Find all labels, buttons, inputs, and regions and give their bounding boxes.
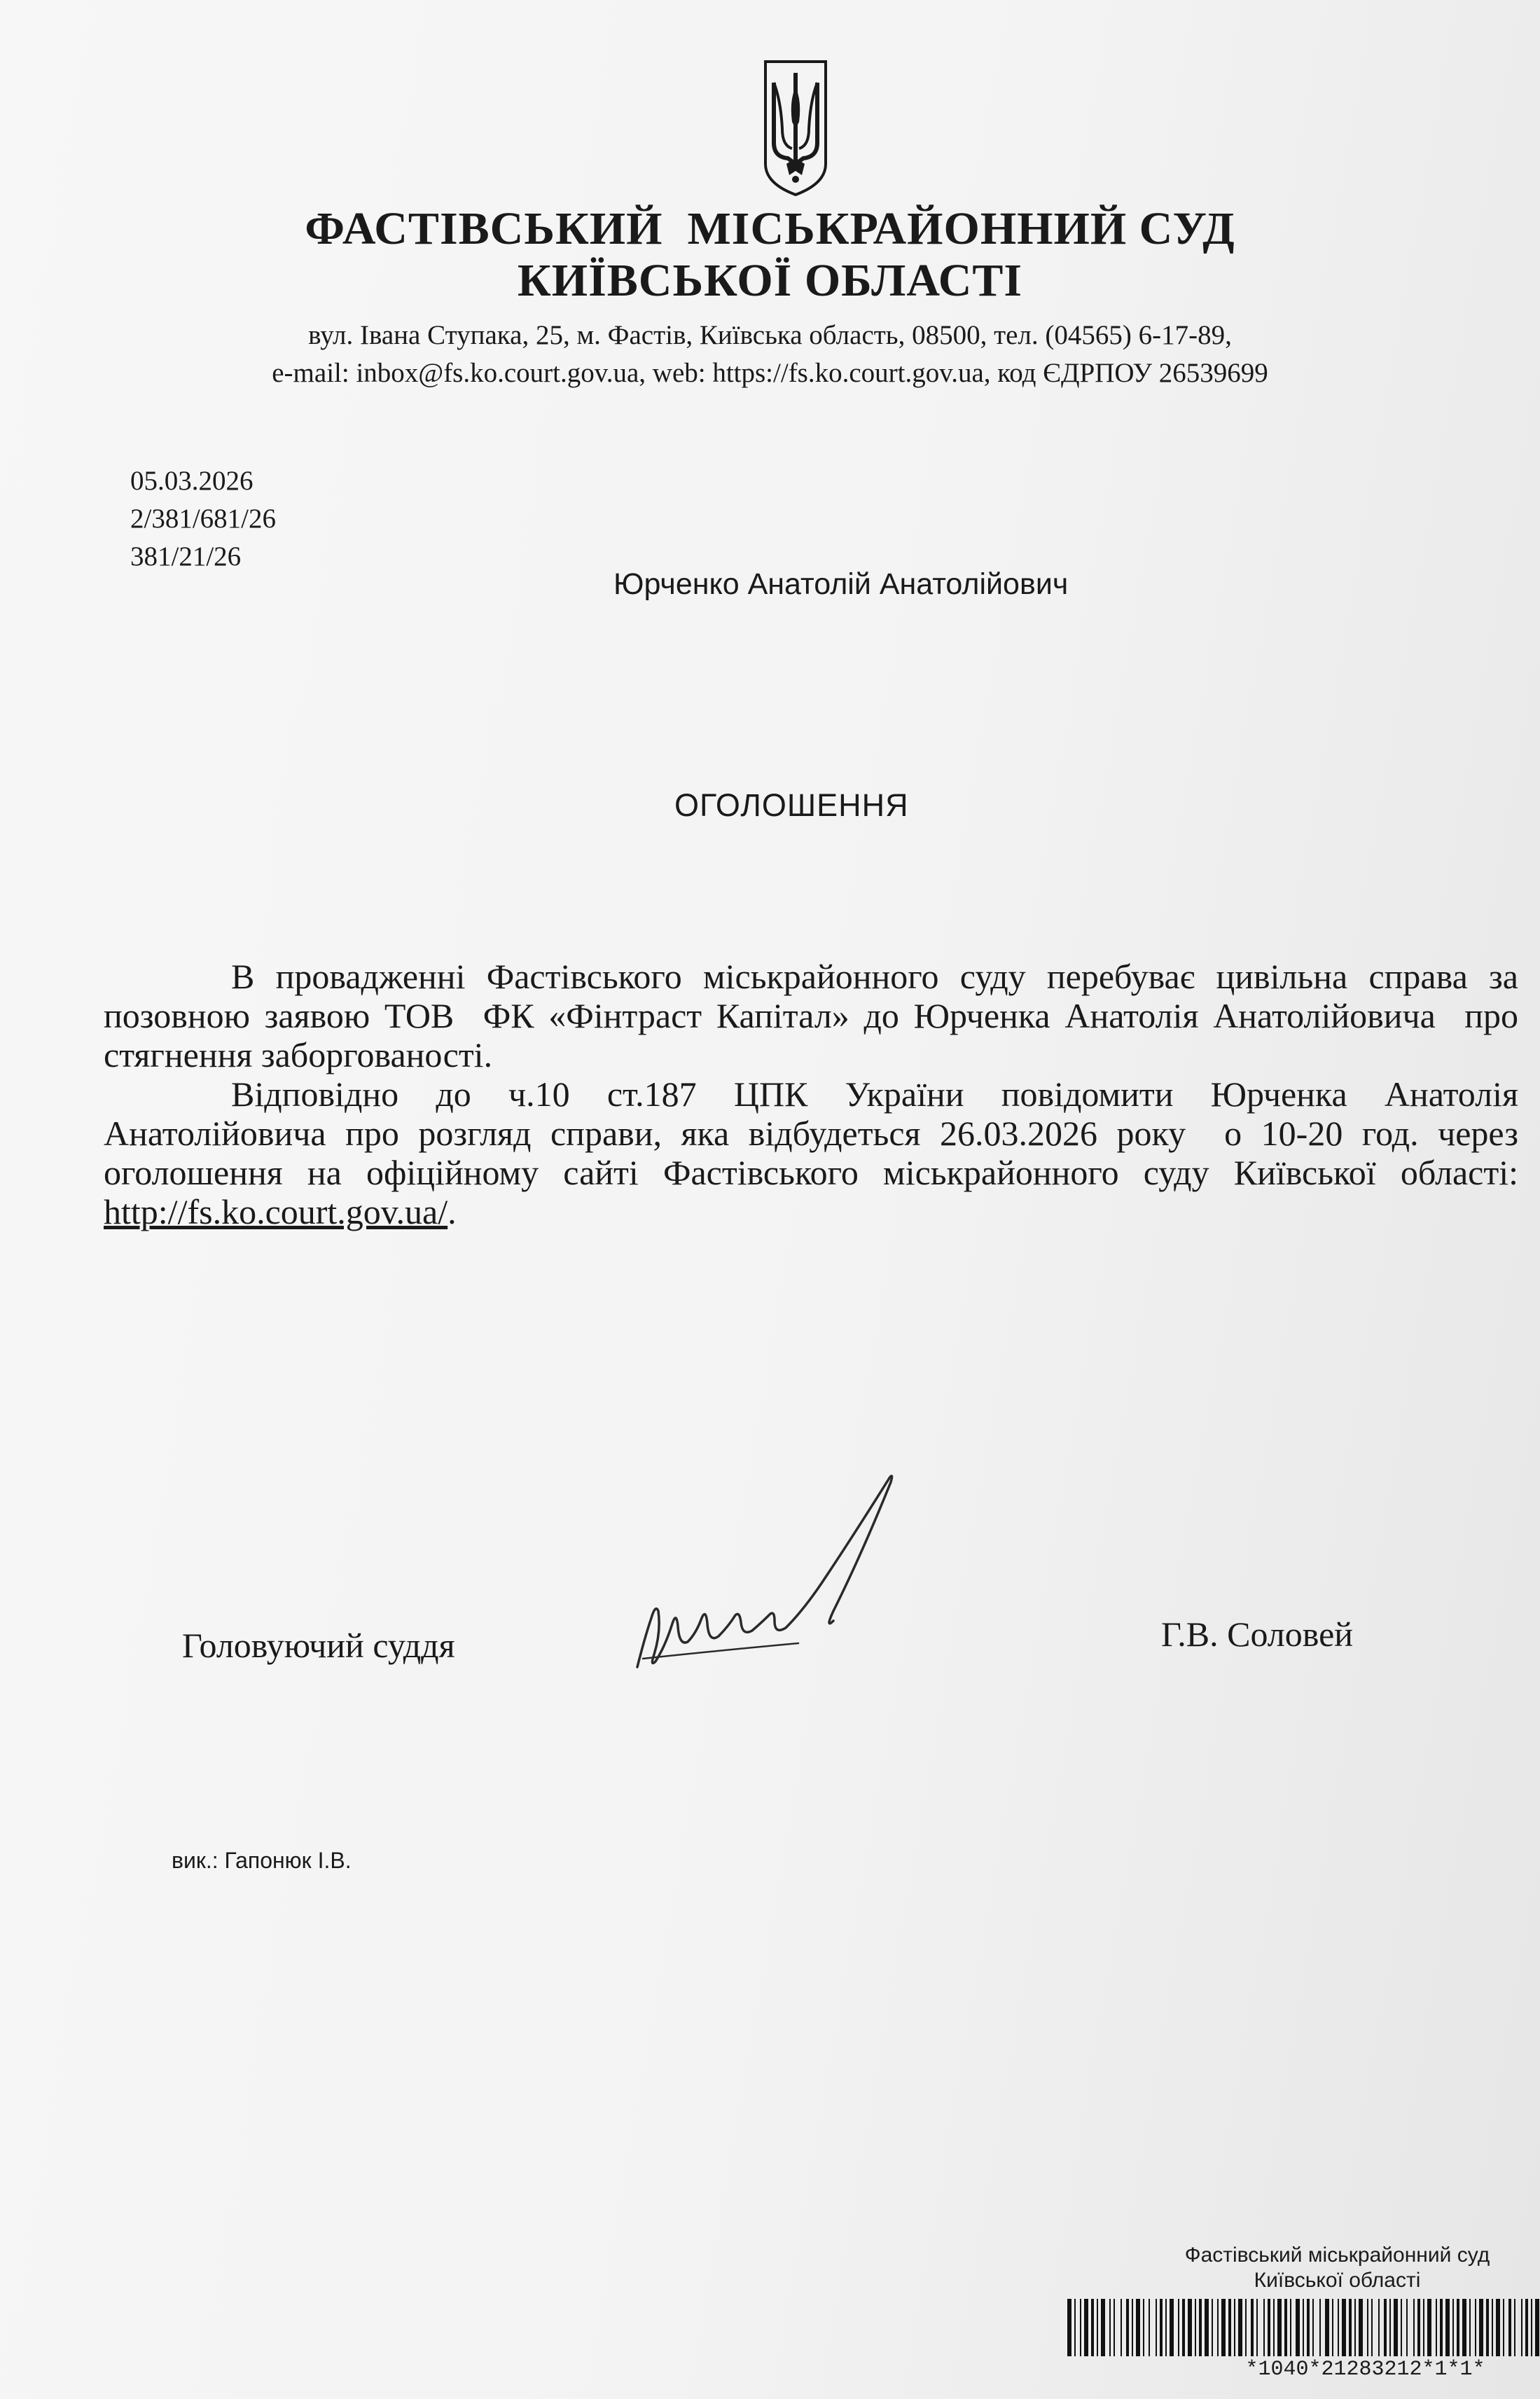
notice-body	[104, 957, 1527, 1231]
document-title: ОГОЛОШЕННЯ	[674, 787, 909, 823]
recipient-name: Юрченко Анатолій Анатолійович	[613, 567, 1069, 601]
court-name-line2: КИЇВСЬКОЇ ОБЛАСТІ	[517, 255, 1023, 306]
judge-role: Головуючий суддя	[182, 1626, 455, 1665]
court-name-line1: ФАСТІВСЬКИЙ МІСЬКРАЙОННИЙ СУД	[305, 203, 1235, 254]
barcode-number: *1040*21283212*1*1*	[1245, 2358, 1485, 2381]
case-number: 381/21/26	[130, 541, 242, 572]
stamp-court-line2: Київської області	[1254, 2269, 1421, 2292]
stamp-court-line1: Фастівський міськрайонний суд	[1184, 2244, 1490, 2267]
barcode-icon	[1064, 2299, 1540, 2356]
notice-paragraph-2-text: Відповідно до ч.10 ст.187 ЦПК України повідомити Юрченка Анатолія Анатолійовича про розгляд справи, яка відбудеться 26.03.2026 року о 10-20 год. через оголошення на офіційному сайті Фастівського міськрайонного суду Київської області:	[104, 1074, 1527, 1192]
notice-paragraph-2-end: .	[448, 1192, 457, 1231]
court-address	[0, 317, 1540, 392]
trident-coat-of-arms-icon	[761, 59, 830, 198]
handwritten-signature-icon	[623, 1471, 945, 1695]
executor-name: вик.: Гапонюк І.В.	[172, 1848, 352, 1873]
judge-name: Г.В. Соловей	[1161, 1615, 1354, 1654]
registration-stamp	[1135, 2243, 1540, 2293]
document-date: 05.03.2026	[130, 466, 254, 496]
address-line1: вул. Івана Ступака, 25, м. Фастів, Київська область, 08500, тел. (04565) 6-17-89,	[308, 320, 1232, 350]
notice-paragraph-1: В провадженні Фастівського міськрайонного суду перебуває цивільна справа за позовною заявою ТОВ ФК «Фінтраст Капітал» до Юрченка Анатолія Анатолійовича про стягнення заборгованості.	[104, 957, 1527, 1074]
address-line2: e-mail: inbox@fs.ko.court.gov.ua, web: https://fs.ko.court.gov.ua, код ЄДРПОУ 26539699	[272, 358, 1268, 388]
court-name-heading	[0, 203, 1540, 307]
notice-paragraph-2	[104, 1074, 1527, 1231]
document-references	[130, 462, 276, 576]
outgoing-number: 2/381/681/26	[130, 504, 277, 534]
court-website-link[interactable]: http://fs.ko.court.gov.ua/	[104, 1192, 448, 1231]
